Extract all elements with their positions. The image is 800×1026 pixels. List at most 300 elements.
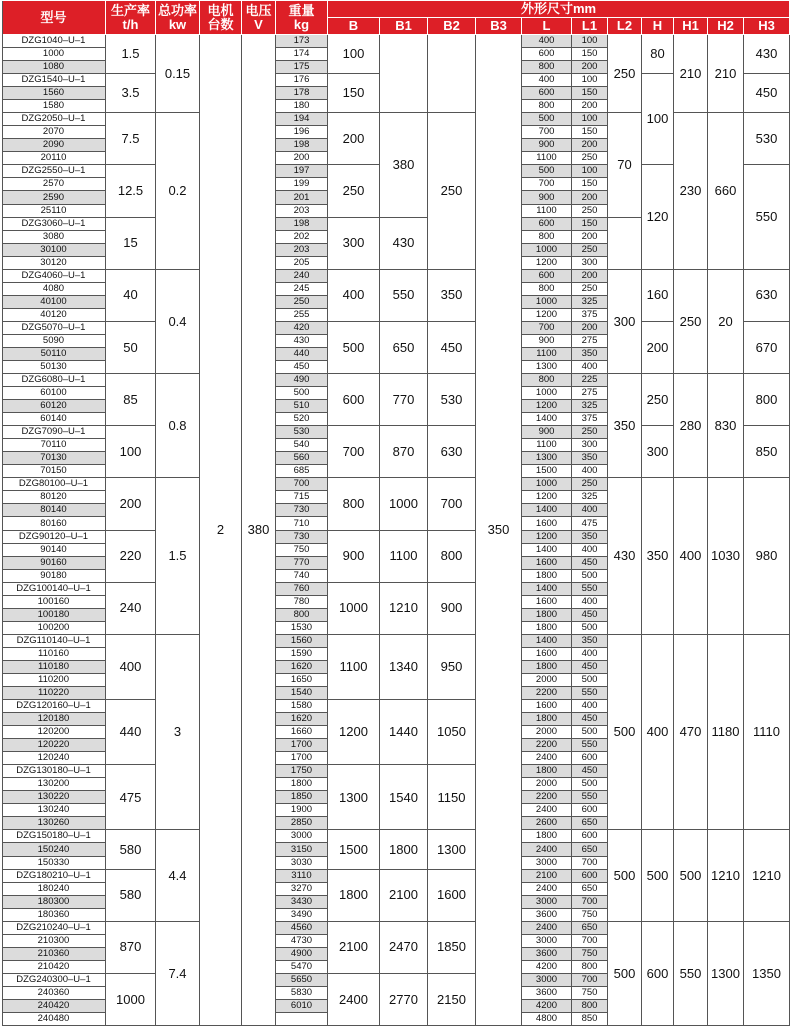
capacity-cell: 12.5 [106, 165, 156, 217]
model-cell: 1560 [2, 87, 106, 100]
model-cell: 80140 [2, 504, 106, 517]
model-cell: 80160 [2, 517, 106, 530]
model-cell: DZG180210–U–1 [2, 870, 106, 883]
model-cell: DZG240300–U–1 [2, 974, 106, 987]
weight-cell: 760 [276, 583, 328, 596]
b1-cell: 550 [380, 270, 428, 322]
l1-cell: 350 [572, 452, 608, 465]
l-cell: 3000 [522, 857, 572, 870]
weight-cell: 730 [276, 504, 328, 517]
model-cell: 50130 [2, 361, 106, 374]
capacity-cell: 200 [106, 478, 156, 530]
weight-cell: 250 [276, 296, 328, 309]
l-cell: 700 [522, 322, 572, 335]
l-cell: 1800 [522, 570, 572, 583]
model-cell: DZG5070–U–1 [2, 322, 106, 335]
l-cell: 1600 [522, 517, 572, 530]
b2-cell: 900 [428, 583, 476, 635]
weight-cell: 194 [276, 113, 328, 126]
model-cell: 150330 [2, 857, 106, 870]
l-cell: 400 [522, 74, 572, 87]
header-capacity: 生产率 t/h [106, 1, 156, 35]
l1-cell: 450 [572, 765, 608, 778]
l1-cell: 450 [572, 713, 608, 726]
b1-cell: 1340 [380, 635, 428, 700]
l-cell: 800 [522, 100, 572, 113]
l-cell: 600 [522, 87, 572, 100]
l1-cell: 100 [572, 165, 608, 178]
weight-cell: 205 [276, 257, 328, 270]
b2-cell: 1050 [428, 700, 476, 765]
b-cell: 150 [328, 74, 380, 113]
l1-cell: 325 [572, 400, 608, 413]
l-cell: 1500 [522, 465, 572, 478]
h3-cell: 550 [744, 165, 790, 269]
b-cell: 2400 [328, 974, 380, 1026]
weight-cell: 685 [276, 465, 328, 478]
b-cell: 1000 [328, 583, 380, 635]
model-cell: 90160 [2, 557, 106, 570]
l1-cell: 350 [572, 531, 608, 544]
l-cell: 2200 [522, 739, 572, 752]
l-cell: 4200 [522, 1000, 572, 1013]
header-power: 总功率 kw [156, 1, 200, 35]
l1-cell: 400 [572, 465, 608, 478]
l1-cell: 650 [572, 843, 608, 856]
l1-cell: 325 [572, 296, 608, 309]
l-cell: 1600 [522, 596, 572, 609]
weight-cell: 1530 [276, 622, 328, 635]
power-cell: 0.2 [156, 113, 200, 269]
l-cell: 4800 [522, 1013, 572, 1026]
header-b1: B1 [380, 18, 428, 35]
l1-cell: 375 [572, 413, 608, 426]
l1-cell: 400 [572, 596, 608, 609]
b-cell: 1300 [328, 765, 380, 830]
weight-cell [276, 1013, 328, 1026]
l-cell: 2200 [522, 791, 572, 804]
weight-cell: 198 [276, 139, 328, 152]
l-cell: 1600 [522, 648, 572, 661]
weight-cell: 176 [276, 74, 328, 87]
b1-cell: 2770 [380, 974, 428, 1026]
weight-cell: 203 [276, 244, 328, 257]
b-cell: 900 [328, 531, 380, 583]
weight-cell: 510 [276, 400, 328, 413]
capacity-cell: 7.5 [106, 113, 156, 165]
l-cell: 4200 [522, 961, 572, 974]
l1-cell: 750 [572, 909, 608, 922]
weight-cell: 3490 [276, 909, 328, 922]
l1-cell: 600 [572, 830, 608, 843]
h3-cell: 430 [744, 35, 790, 74]
weight-cell: 490 [276, 374, 328, 387]
weight-cell: 5650 [276, 974, 328, 987]
l-cell: 1000 [522, 244, 572, 257]
b2-cell: 800 [428, 531, 476, 583]
h-cell: 350 [642, 478, 674, 634]
l1-cell: 250 [572, 152, 608, 165]
weight-cell: 240 [276, 270, 328, 283]
h-cell: 80 [642, 35, 674, 74]
l-cell: 3000 [522, 974, 572, 987]
weight-cell: 245 [276, 283, 328, 296]
model-cell: 110180 [2, 661, 106, 674]
h-cell: 300 [642, 426, 674, 478]
l-cell: 2400 [522, 752, 572, 765]
model-cell: 90180 [2, 570, 106, 583]
l1-cell: 800 [572, 1000, 608, 1013]
weight-cell: 203 [276, 205, 328, 218]
model-cell: DZG80100–U–1 [2, 478, 106, 491]
model-cell: 5090 [2, 335, 106, 348]
l-cell: 2400 [522, 804, 572, 817]
b1-cell: 1000 [380, 478, 428, 530]
l1-cell: 700 [572, 896, 608, 909]
l1-cell: 750 [572, 987, 608, 1000]
b-cell: 1100 [328, 635, 380, 700]
model-cell: DZG4060–U–1 [2, 270, 106, 283]
header-h: H [642, 18, 674, 35]
weight-cell: 197 [276, 165, 328, 178]
weight-cell: 1700 [276, 752, 328, 765]
voltage-cell: 380 [242, 35, 276, 1026]
weight-cell: 420 [276, 322, 328, 335]
l-cell: 3600 [522, 987, 572, 1000]
b2-cell: 2150 [428, 974, 476, 1026]
l-cell: 2000 [522, 726, 572, 739]
l1-cell: 700 [572, 974, 608, 987]
b-cell: 700 [328, 426, 380, 478]
model-cell: 70150 [2, 465, 106, 478]
l1-cell: 350 [572, 348, 608, 361]
model-cell: 2570 [2, 178, 106, 191]
l-cell: 900 [522, 335, 572, 348]
model-cell: 2090 [2, 139, 106, 152]
capacity-cell: 100 [106, 426, 156, 478]
h-cell: 250 [642, 374, 674, 426]
weight-cell: 715 [276, 491, 328, 504]
l2-cell: 430 [608, 478, 642, 634]
l1-cell: 250 [572, 426, 608, 439]
l-cell: 1400 [522, 544, 572, 557]
model-cell: 60100 [2, 387, 106, 400]
l-cell: 2000 [522, 674, 572, 687]
l1-cell: 600 [572, 804, 608, 817]
b2-cell: 530 [428, 374, 476, 426]
capacity-cell: 85 [106, 374, 156, 426]
b1-cell [380, 35, 428, 113]
capacity-cell: 580 [106, 830, 156, 869]
weight-cell: 1660 [276, 726, 328, 739]
h3-cell: 1350 [744, 922, 790, 1026]
b1-cell: 1540 [380, 765, 428, 830]
capacity-cell: 475 [106, 765, 156, 830]
header-b2: B2 [428, 18, 476, 35]
header-l1: L1 [572, 18, 608, 35]
b1-cell: 430 [380, 218, 428, 270]
b2-cell: 350 [428, 270, 476, 322]
header-h1: H1 [674, 18, 708, 35]
l2-cell: 250 [608, 35, 642, 113]
weight-cell: 1620 [276, 713, 328, 726]
weight-cell: 1750 [276, 765, 328, 778]
model-cell: 90140 [2, 544, 106, 557]
b2-cell: 1300 [428, 830, 476, 869]
weight-cell: 3000 [276, 830, 328, 843]
l1-cell: 750 [572, 948, 608, 961]
weight-cell: 770 [276, 557, 328, 570]
h1-cell: 250 [674, 270, 708, 374]
b-cell: 400 [328, 270, 380, 322]
l-cell: 1100 [522, 439, 572, 452]
l-cell: 1800 [522, 830, 572, 843]
h3-cell: 1210 [744, 830, 790, 921]
h1-cell: 400 [674, 478, 708, 634]
b2-cell: 250 [428, 113, 476, 269]
b-cell: 1200 [328, 700, 380, 765]
weight-cell: 3150 [276, 843, 328, 856]
l1-cell: 375 [572, 309, 608, 322]
l1-cell: 550 [572, 687, 608, 700]
l1-cell: 275 [572, 387, 608, 400]
l-cell: 3600 [522, 909, 572, 922]
b2-cell: 450 [428, 322, 476, 374]
b1-cell: 770 [380, 374, 428, 426]
l-cell: 1000 [522, 296, 572, 309]
capacity-cell: 440 [106, 700, 156, 765]
l1-cell: 350 [572, 635, 608, 648]
model-cell: 130240 [2, 804, 106, 817]
l1-cell: 450 [572, 661, 608, 674]
l-cell: 1200 [522, 491, 572, 504]
l-cell: 1800 [522, 622, 572, 635]
model-cell: 130200 [2, 778, 106, 791]
h1-cell: 470 [674, 635, 708, 831]
weight-cell: 173 [276, 35, 328, 48]
l-cell: 800 [522, 61, 572, 74]
h1-cell: 280 [674, 374, 708, 478]
h-cell: 100 [642, 74, 674, 165]
l1-cell: 500 [572, 674, 608, 687]
b1-cell: 2470 [380, 922, 428, 974]
b-cell: 300 [328, 218, 380, 270]
header-h3: H3 [744, 18, 790, 35]
l1-cell: 150 [572, 126, 608, 139]
model-cell: DZG110140–U–1 [2, 635, 106, 648]
capacity-cell: 50 [106, 322, 156, 374]
l1-cell: 200 [572, 231, 608, 244]
weight-cell: 1580 [276, 700, 328, 713]
header-motors: 电机 台数 [200, 1, 242, 35]
header-dimensions: 外形尺寸mm [328, 1, 790, 18]
l1-cell: 700 [572, 935, 608, 948]
h3-cell: 630 [744, 270, 790, 322]
l-cell: 1800 [522, 713, 572, 726]
l1-cell: 200 [572, 139, 608, 152]
weight-cell: 710 [276, 517, 328, 530]
weight-cell: 2850 [276, 817, 328, 830]
l2-cell: 350 [608, 374, 642, 478]
weight-cell: 780 [276, 596, 328, 609]
b-cell: 250 [328, 165, 380, 217]
l1-cell: 550 [572, 791, 608, 804]
spec-table [2, 1, 790, 1025]
l-cell: 900 [522, 139, 572, 152]
model-cell: DZG2550–U–1 [2, 165, 106, 178]
power-cell: 0.8 [156, 374, 200, 478]
model-cell: 60120 [2, 400, 106, 413]
b2-cell [428, 35, 476, 113]
l1-cell: 325 [572, 491, 608, 504]
weight-cell: 430 [276, 335, 328, 348]
h3-cell: 800 [744, 374, 790, 426]
weight-cell: 1900 [276, 804, 328, 817]
model-cell: 130220 [2, 791, 106, 804]
l1-cell: 250 [572, 205, 608, 218]
model-cell: 240360 [2, 987, 106, 1000]
weight-cell: 1620 [276, 661, 328, 674]
capacity-cell: 400 [106, 635, 156, 700]
l2-cell: 500 [608, 922, 642, 1026]
h-cell: 120 [642, 165, 674, 269]
power-cell: 0.15 [156, 35, 200, 113]
header-b: B [328, 18, 380, 35]
b-cell: 1800 [328, 870, 380, 922]
weight-cell: 440 [276, 348, 328, 361]
l1-cell: 500 [572, 622, 608, 635]
l-cell: 1100 [522, 348, 572, 361]
h3-cell: 670 [744, 322, 790, 374]
b-cell: 100 [328, 35, 380, 74]
capacity-cell: 3.5 [106, 74, 156, 113]
weight-cell: 530 [276, 426, 328, 439]
capacity-cell: 870 [106, 922, 156, 974]
weight-cell: 196 [276, 126, 328, 139]
h1-cell: 210 [674, 35, 708, 113]
model-cell: 60140 [2, 413, 106, 426]
l-cell: 1800 [522, 609, 572, 622]
h1-cell: 500 [674, 830, 708, 921]
power-cell: 1.5 [156, 478, 200, 634]
model-cell: 3080 [2, 231, 106, 244]
model-cell: 30120 [2, 257, 106, 270]
l-cell: 1200 [522, 400, 572, 413]
capacity-cell: 40 [106, 270, 156, 322]
l1-cell: 200 [572, 61, 608, 74]
l-cell: 900 [522, 191, 572, 204]
model-cell: 180360 [2, 909, 106, 922]
l1-cell: 250 [572, 478, 608, 491]
model-cell: 120220 [2, 739, 106, 752]
model-cell: 2590 [2, 191, 106, 204]
model-cell: DZG1540–U–1 [2, 74, 106, 87]
weight-cell: 200 [276, 152, 328, 165]
l-cell: 1000 [522, 478, 572, 491]
h-cell: 600 [642, 922, 674, 1026]
weight-cell: 750 [276, 544, 328, 557]
h3-cell: 450 [744, 74, 790, 113]
b-cell: 2100 [328, 922, 380, 974]
model-cell: DZG150180–U–1 [2, 830, 106, 843]
model-cell: 240480 [2, 1013, 106, 1026]
l1-cell: 850 [572, 1013, 608, 1026]
weight-cell: 500 [276, 387, 328, 400]
b-cell: 500 [328, 322, 380, 374]
b2-cell: 1850 [428, 922, 476, 974]
l1-cell: 500 [572, 726, 608, 739]
l1-cell: 200 [572, 100, 608, 113]
model-cell: DZG3060–U–1 [2, 218, 106, 231]
weight-cell: 199 [276, 178, 328, 191]
l-cell: 1100 [522, 205, 572, 218]
model-cell: 120200 [2, 726, 106, 739]
b1-cell: 650 [380, 322, 428, 374]
model-cell: 30100 [2, 244, 106, 257]
l-cell: 600 [522, 270, 572, 283]
h2-cell: 660 [708, 113, 744, 269]
weight-cell: 178 [276, 87, 328, 100]
l-cell: 1400 [522, 413, 572, 426]
model-cell: 210420 [2, 961, 106, 974]
header-weight: 重量 kg [276, 1, 328, 35]
weight-cell: 3110 [276, 870, 328, 883]
l-cell: 500 [522, 165, 572, 178]
l-cell: 2000 [522, 778, 572, 791]
model-cell: 110200 [2, 674, 106, 687]
l1-cell: 500 [572, 778, 608, 791]
motors-cell: 2 [200, 35, 242, 1026]
weight-cell: 4730 [276, 935, 328, 948]
l1-cell: 200 [572, 270, 608, 283]
model-cell: DZG90120–U–1 [2, 531, 106, 544]
model-cell: DZG120160–U–1 [2, 700, 106, 713]
l-cell: 400 [522, 35, 572, 48]
weight-cell: 201 [276, 191, 328, 204]
l-cell: 2400 [522, 922, 572, 935]
capacity-cell: 1.5 [106, 35, 156, 74]
model-cell: 80120 [2, 491, 106, 504]
b-cell: 1500 [328, 830, 380, 869]
h-cell: 160 [642, 270, 674, 322]
model-cell: 20110 [2, 152, 106, 165]
l-cell: 1100 [522, 152, 572, 165]
header-b3: B3 [476, 18, 522, 35]
h3-cell: 850 [744, 426, 790, 478]
weight-cell: 540 [276, 439, 328, 452]
l1-cell: 100 [572, 113, 608, 126]
l-cell: 500 [522, 113, 572, 126]
model-cell: 110220 [2, 687, 106, 700]
l1-cell: 300 [572, 439, 608, 452]
h2-cell: 1300 [708, 922, 744, 1026]
b2-cell: 950 [428, 635, 476, 700]
model-cell: 210360 [2, 948, 106, 961]
model-cell: 4080 [2, 283, 106, 296]
model-cell: 180300 [2, 896, 106, 909]
b1-cell: 1100 [380, 531, 428, 583]
weight-cell: 1590 [276, 648, 328, 661]
model-cell: DZG2050–U–1 [2, 113, 106, 126]
model-cell: DZG1040–U–1 [2, 35, 106, 48]
weight-cell: 255 [276, 309, 328, 322]
model-cell: 100160 [2, 596, 106, 609]
l1-cell: 450 [572, 609, 608, 622]
l2-cell: 500 [608, 635, 642, 831]
l2-cell: 500 [608, 830, 642, 921]
l1-cell: 400 [572, 700, 608, 713]
capacity-cell: 580 [106, 870, 156, 922]
